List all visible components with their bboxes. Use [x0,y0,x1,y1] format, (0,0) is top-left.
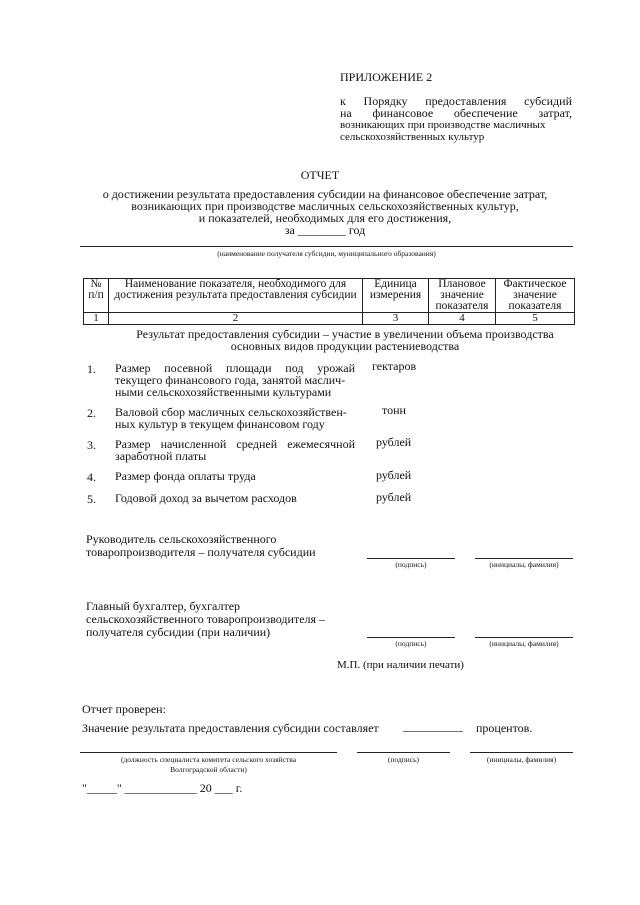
accountant-title-1: Главный бухгалтер, бухгалтер [86,599,241,613]
indicator-3-num: 3. [87,438,96,452]
report-subtitle-3: и показателей, необходимых для его достижения, [198,211,452,225]
accountant-name-caption: (инициалы, фамилия) [489,639,559,648]
indicator-2-line-1: Валовой сбор масличных сельскохозяйствен- [115,405,347,419]
col-num-3: 3 [363,313,429,325]
accountant-name-line [475,637,573,638]
report-subtitle-1: о достижении результата предоставления субсидии на финансовое обеспечение затрат, [102,187,548,201]
indicators-table [83,278,575,325]
indicator-5-num: 5. [87,492,96,506]
appendix-label: ПРИЛОЖЕНИЕ 2 [340,70,433,84]
result-line-1: Результат предоставления субсидии – участие в увеличении объема производства [136,327,554,341]
indicator-4-line-1: Размер фонда оплаты труда [115,469,256,483]
report-subtitle-2: возникающих при производстве масличных сельскохозяйственных культур, [131,199,519,213]
order-line-4: сельскохозяйственных культур [340,131,485,143]
indicator-2-num: 2. [87,406,96,420]
indicator-1-line-2: текущего финансового года, занятой маслич- [115,373,346,387]
result-line-2: основных видов продукции растениеводства [230,339,460,353]
accountant-sign-caption: (подпись) [395,639,427,648]
column-numbers-row [84,313,575,325]
col-num-4: 4 [429,313,496,325]
head-sign-caption: (подпись) [395,560,427,569]
indicator-3-line-1: Размер начисленной средней ежемесячной [115,437,355,451]
verifier-name-caption: (инициалы, фамилия) [486,755,557,764]
position-line [80,752,337,753]
stamp-label: М.П. (при наличии печати) [337,659,464,671]
header-plan: Плановое значение показателя [429,279,496,313]
header-name: Наименование показателя, необходимого для достижения результата предоставления субсидии [109,279,363,313]
indicator-3-line-2: заработной платы [115,449,207,463]
indicator-2-line-2: ных культур в текущем финансовом году [115,417,325,431]
indicator-2-unit: тонн [382,403,406,417]
table-header-row [84,279,575,313]
order-line-2: на финансовое обеспечение затрат, [340,106,572,120]
percent-label: процентов. [476,721,533,735]
accountant-sign-line [367,637,455,638]
head-title-1: Руководитель сельскохозяйственного [86,532,277,546]
recipient-caption: (наименование получателя субсидии, муниципального образования) [217,249,436,258]
order-line-1: к Порядку предоставления субсидий [340,94,572,108]
report-period: за ________ год [284,223,366,237]
verifier-sign-caption: (подпись) [387,755,420,764]
order-line-3: возникающих при производстве масличных [340,119,546,131]
header-unit: Единица измерения [363,279,429,313]
verifier-name-line [470,752,573,753]
result-value-blank: __________ [403,719,463,733]
header-num: № п/п [84,279,109,313]
head-name-line [475,558,573,559]
accountant-title-3: получателя субсидии (при наличии) [86,625,271,639]
indicator-4-num: 4. [87,470,96,484]
result-value-text: Значение результата предоставления субсидии составляет [82,721,379,735]
date-line: "_____" ____________ 20 ___ г. [82,781,243,795]
report-title: ОТЧЕТ [300,168,340,182]
recipient-line [80,246,573,247]
indicator-4-unit: рублей [376,468,412,482]
accountant-title-2: сельскохозяйственного товаропроизводителя – [86,612,326,626]
indicator-1-line-3: ными сельскохозяйственными культурами [115,385,332,399]
position-caption-2: Волгоградской области) [170,765,247,774]
indicator-5-unit: рублей [376,490,412,504]
col-num-5: 5 [496,313,575,325]
verifier-sign-line [357,752,450,753]
indicator-3-unit: рублей [376,435,412,449]
head-sign-line [367,558,455,559]
indicator-5-line-1: Годовой доход за вычетом расходов [115,491,297,505]
header-fact: Фактическое значение показателя [496,279,575,313]
indicator-1-line-1: Размер посевной площади под урожай [115,361,355,375]
report-checked-label: Отчет проверен: [82,702,166,716]
head-name-caption: (инициалы, фамилия) [489,560,559,569]
position-caption-1: (должность специалиста комитета сельского хозяйства [120,755,297,764]
indicator-1-unit: гектаров [372,359,417,373]
indicator-1-num: 1. [87,362,96,376]
head-title-2: товаропроизводителя – получателя субсидии [86,545,316,559]
col-num-2: 2 [109,313,363,325]
col-num-1: 1 [84,313,109,325]
